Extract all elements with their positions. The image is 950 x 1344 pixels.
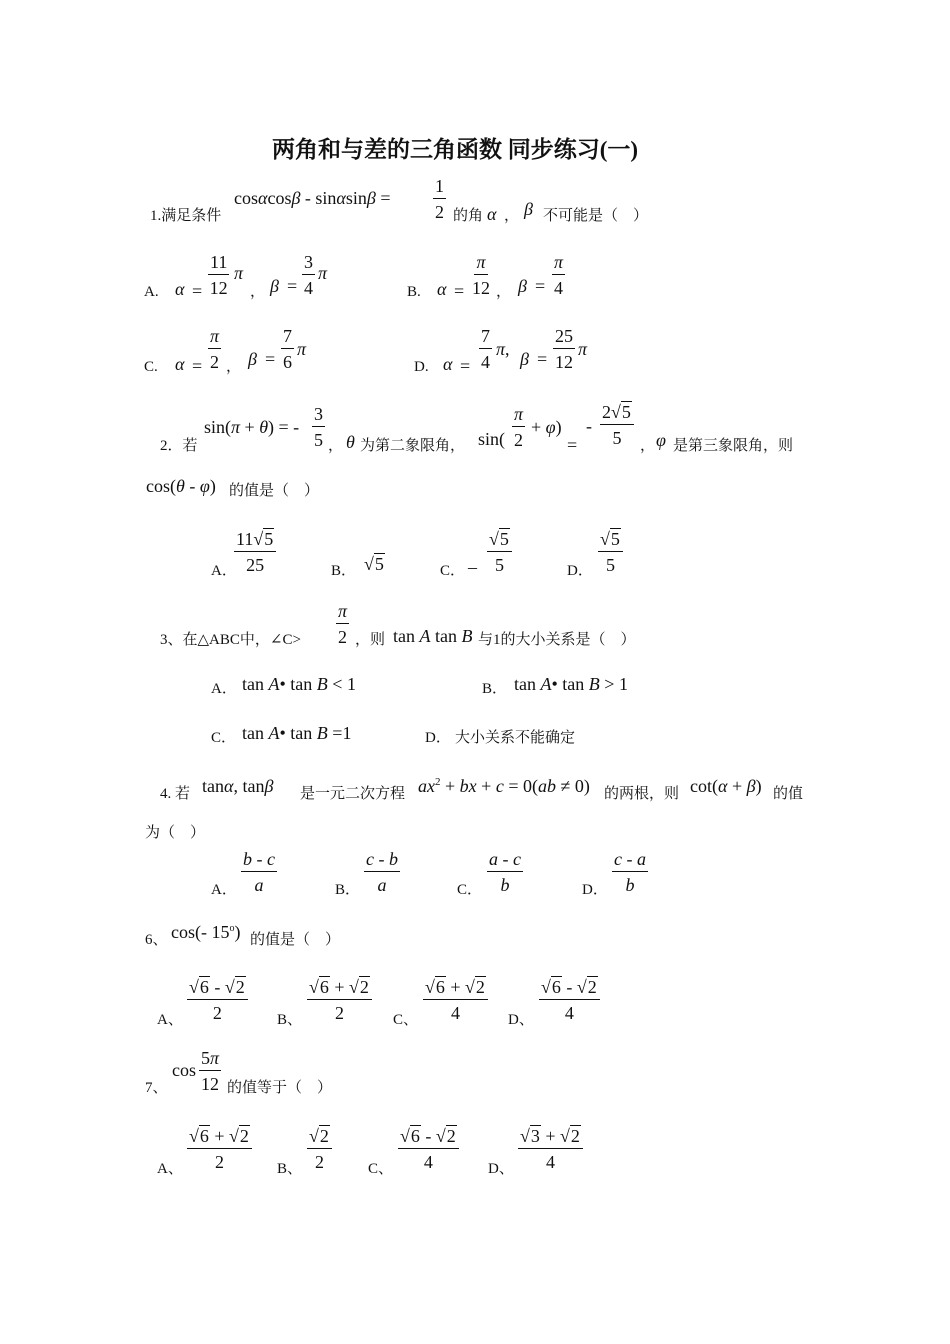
q6-d-value: $\frac{√6 - √2}{4}$ [539,978,600,1022]
q4-text-a: 是一元二次方程 [300,786,406,802]
option-label: D、 [488,1161,514,1177]
option-label: B． [482,681,508,697]
q2-c-value: $\frac{√5}{5}$ [487,530,512,574]
q4-target-expression: cot(α + β) [690,776,762,796]
q2-pi-half: $\frac{\pi}{2}$ [514,404,524,450]
q2-a-value: $\frac{11√5}{25}$ [234,530,276,574]
option-label: C． [457,882,483,898]
q7-a-value: $\frac{√6 + √2}{2}$ [187,1127,252,1171]
q1-c-beta-value: $\frac{7}{6}$ [283,326,292,372]
option-label: D． [425,730,451,746]
q7-angle: $\frac{5\pi}{12}$ [201,1048,220,1094]
q3-b-inequality: tan A• tan B > 1 [514,674,628,694]
q6-prefix: 6、 [145,932,168,948]
q2-text-c: 的值是（ ） [229,483,320,499]
q6-c-value: $\frac{√6 + √2}{4}$ [423,978,488,1022]
q4-text-c: 的值 [773,786,804,802]
q4-b-value: $\frac{c - b}{a}$ [366,849,398,895]
q4-prefix: 4. 若 [160,786,191,802]
q2-sin-phi-value: $\frac{2√5}{5}$ [600,403,634,447]
q4-equation: $ax^2$ + bx + c = 0(ab ≠ 0) [418,776,590,796]
q1-a-alpha-value: $\frac{11}{12}$ [209,252,228,298]
q1-c-alpha-value: $\frac{\pi}{2}$ [210,326,220,372]
q4-text-b: 的两根，则 [604,786,680,802]
q3-prefix: 3、在△ABC中，∠C> [160,632,301,648]
option-label: C. [144,359,158,375]
q2-target-expression: cos(θ - φ) [146,476,216,496]
q6-expression: cos(- 15$^o$) [171,922,241,942]
q4-a-value: $\frac{b - c}{a}$ [243,849,275,895]
q1-a-beta-value: $\frac{3}{4}$ [304,252,313,298]
q7-b-value: $\frac{√2}{2}$ [307,1127,332,1171]
q4-c-value: $\frac{a - c}{b}$ [489,849,521,895]
q1-alpha-symbol: α [487,204,497,224]
q2-d-value: $\frac{√5}{5}$ [598,530,623,574]
q1-suffix-a: 的角 [453,208,484,224]
option-label: D. [414,359,429,375]
q7-suffix: 的值等于（ ） [227,1080,333,1096]
q3-suffix: 与1的大小关系是（ ） [478,632,636,648]
q3-expression: tan A tan B [393,626,473,646]
q2-text-a: 为第二象限角， [360,438,466,454]
option-label: C、 [393,1012,419,1028]
option-label: B、 [277,1012,303,1028]
q1-d-alpha-value: $\frac{7}{4}$ [481,326,490,372]
q2-sin-theta: sin(π + θ) = - [204,417,300,437]
q1-beta-symbol: β [524,199,533,219]
q4-roots: tanα, tanβ [202,776,274,796]
option-label: C． [211,730,237,746]
q7-c-value: $\frac{√6 - √2}{4}$ [398,1127,459,1171]
option-label: D． [567,563,593,579]
option-label: A、 [157,1012,183,1028]
q2-prefix: 2．若 [160,438,198,454]
option-label: B、 [277,1161,303,1177]
q1-d-beta-value: $\frac{25}{12}$ [555,326,573,372]
option-label: B． [335,882,361,898]
q1-suffix-b: 不可能是（ ） [543,208,649,224]
option-label: A. [144,284,159,300]
q1-b-beta-value: $\frac{\pi}{4}$ [554,252,564,298]
page-title: 两角和与差的三角函数 同步练习(一) [272,137,639,162]
option-label: A． [211,681,237,697]
option-label: C、 [368,1161,394,1177]
option-label: C． [440,563,466,579]
q3-a-inequality: tan A• tan B < 1 [242,674,356,694]
q7-d-value: $\frac{√3 + √2}{4}$ [518,1127,583,1171]
q3-comma: ，则 [355,632,386,648]
q6-b-value: $\frac{√6 + √2}{2}$ [307,978,372,1022]
q1-condition-formula: cosαcosβ - sinαsinβ = [234,188,391,208]
q2-sin-theta-value: $\frac{3}{5}$ [314,404,323,450]
q7-prefix: 7、 [145,1080,168,1096]
q4-line2: 为（ ） [145,825,206,841]
q4-d-value: $\frac{c - a}{b}$ [614,849,646,895]
option-label: D、 [508,1012,534,1028]
option-label: A． [211,882,237,898]
q1-prefix: 1.满足条件 [150,208,222,224]
q3-pi-half: $\frac{\pi}{2}$ [338,601,348,647]
q1-condition-fraction: $\frac{1}{2}$ [435,176,444,222]
q2-b-value: √5 [364,554,384,574]
q2-text-b: 是第三象限角，则 [673,438,794,454]
option-label: B. [407,284,421,300]
q3-d-text: 大小关系不能确定 [455,730,576,746]
q6-suffix: 的值是（ ） [250,932,341,948]
option-label: A、 [157,1161,183,1177]
q6-a-value: $\frac{√6 - √2}{2}$ [187,978,248,1022]
q1-b-alpha-value: $\frac{\pi}{12}$ [472,252,490,298]
option-label: D． [582,882,608,898]
option-label: B． [331,563,357,579]
option-label: A． [211,563,237,579]
q3-c-equality: tan A• tan B =1 [242,723,352,743]
